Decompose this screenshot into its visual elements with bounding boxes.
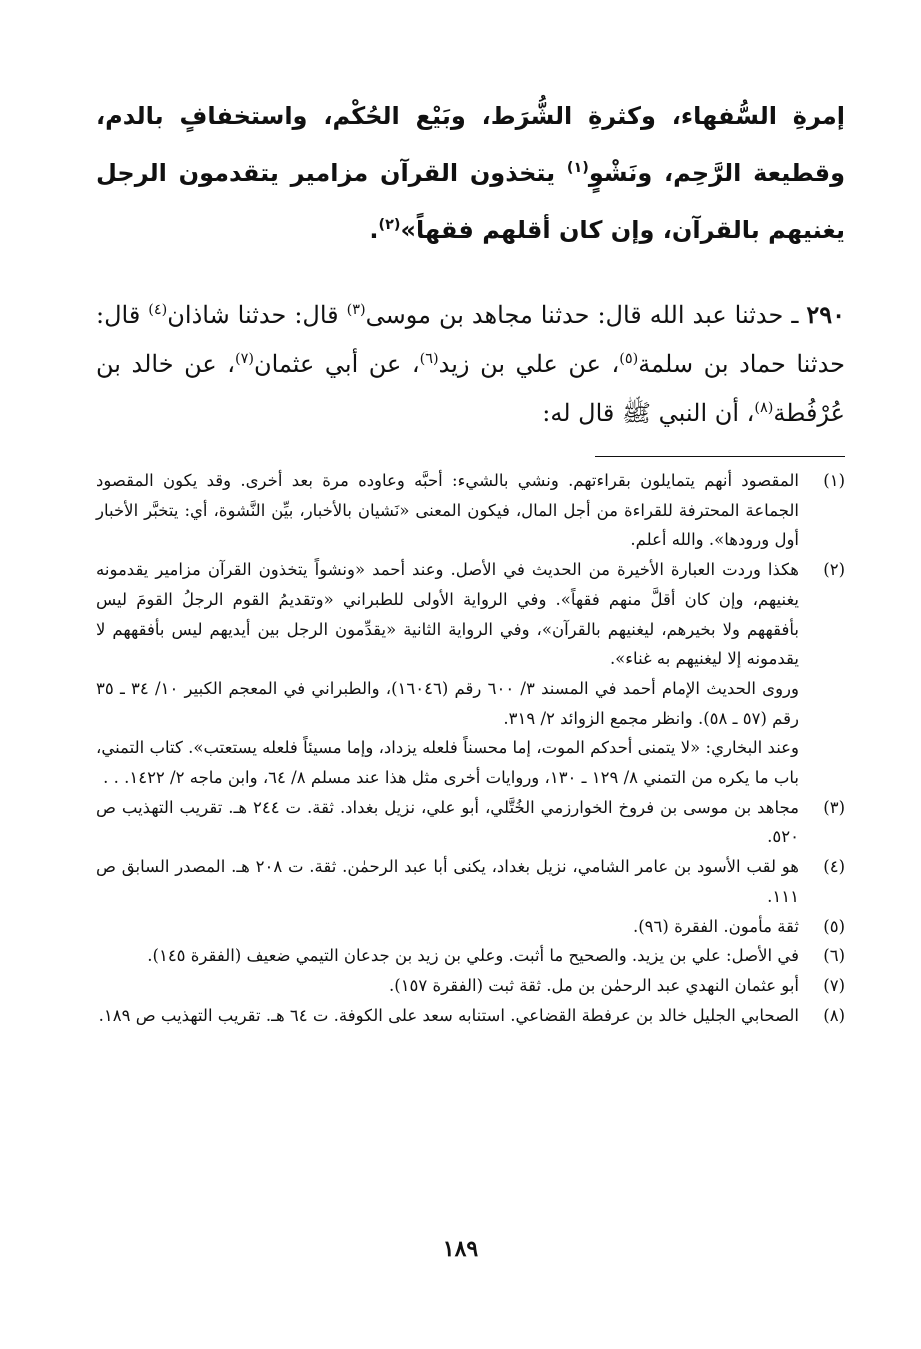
footnote-mark: (٣): [823, 797, 845, 817]
footnote-ref[interactable]: (٦): [419, 351, 439, 367]
footnote-mark: (٨): [823, 1005, 845, 1025]
isnad-text: ، أن النبي ﷺ قال له:: [542, 399, 755, 427]
hadith-line: كان أقلهم فقهاً»: [400, 216, 603, 244]
hadith-line: يتخذون القرآن مزامير يتقدمون الرجل يغنيهم بالقرآن، وإن: [96, 159, 845, 244]
footnote: [96, 1001, 845, 1031]
footnote-text: مجاهد بن موسى بن فروخ الخوارزمي الخُتَّلي، أبو علي، نزيل بغداد. ثقة. ت ٢٤٤ هـ. تقريب التهذيب ص ٥٢٠.: [96, 797, 799, 847]
page-number: ١٨٩: [442, 1236, 479, 1262]
footnote-text: هو لقب الأسود بن عامر الشامي، نزيل بغداد، يكنى أبا عبد الرحمٰن. ثقة. ت ٢٠٨ هـ. المصدر السابق ص ١١١.: [96, 857, 799, 906]
footnote-text: ثقة مأمون. الفقرة (٩٦).: [632, 916, 799, 936]
isnad-text: ، عن أبي عثمان: [253, 350, 420, 378]
footnote: [96, 555, 845, 674]
hadith-line: الرَّحِم، ونَشْوٍ: [588, 159, 742, 187]
footnote-continuation: وروى الحديث الإمام أحمد في المسند ٣/ ٦٠٠ رقم (١٦٠٤٦)، والطبراني في المعجم الكبير ١٠/ ٣٤ ـ ٣٥ رقم (٥٧ ـ ٥٨). وانظر مجمع الزوائد ٢/ ٣١٩.: [96, 678, 799, 728]
hadith-line: إمرةِ السُّفهاء، وكثرةِ الشُّرَط، وبَيْع الحُكْم، واستخفافٍ بالدم، وقطيعة: [96, 102, 846, 187]
isnad-text: قال: حدثنا شاذان: [167, 301, 347, 329]
footnote-mark: (٦): [823, 946, 845, 966]
isnad-text: قال: حدثنا حماد بن سلمة: [96, 301, 846, 378]
footnote-divider: [595, 456, 845, 457]
footnote-mark: (٤): [823, 857, 845, 877]
hadith-number: ٢٩٠: [806, 300, 846, 329]
footnote-mark: (٧): [823, 975, 845, 995]
footnotes-section: [96, 466, 845, 1030]
footnote-ref[interactable]: (٢): [378, 217, 401, 233]
footnote-mark: (٥): [823, 916, 845, 936]
footnote-text: أبو عثمان النهدي عبد الرحمٰن بن مل. ثقة ثبت (الفقرة ١٥٧).: [389, 975, 799, 995]
footnote: [96, 466, 845, 555]
footnote-text: في الأصل: علي بن يزيد. والصحيح ما أثبت. وعلي بن زيد بن جدعان التيمي ضعيف (الفقرة ١٤٥).: [147, 946, 799, 966]
hadith-line: .: [369, 216, 379, 244]
footnote: [96, 941, 845, 971]
footnote-ref[interactable]: (١): [566, 160, 589, 176]
footnote-ref[interactable]: (٣): [346, 302, 366, 318]
footnote: [96, 852, 845, 911]
footnote-text: المقصود أنهم يتمايلون بقراءتهم. ونشي بالشيء: أحبَّه وعاوده مرة بعد أخرى. وقد يكون المقصود الجماعة المحترفة للقراءة من أجل المال، فيكون المعنى «نَشيان بالأخبار، بيِّن النَّشوة، أي: يتخبَّر الأخبار أول ورودها». والله أعلم.: [96, 471, 799, 550]
hadith-text-ending: [96, 88, 845, 259]
footnote-text: الصحابي الجليل خالد بن عرفطة القضاعي. استنابه سعد على الكوفة. ت ٦٤ هـ. تقريب التهذيب ص ١٨٩.: [98, 1005, 799, 1025]
isnad-text: ، عن علي بن زيد: [438, 350, 620, 378]
footnote-ref[interactable]: (٨): [754, 400, 774, 416]
footnote-ref[interactable]: (٧): [234, 351, 254, 367]
isnad-paragraph: [96, 290, 845, 438]
footnote: [96, 912, 845, 942]
footnote-mark: (١): [823, 471, 845, 490]
footnote-ref[interactable]: (٤): [148, 302, 168, 318]
isnad-text: ـ حدثنا عبد الله قال: حدثنا مجاهد بن موسى: [365, 301, 807, 329]
footnote-ref[interactable]: (٥): [619, 351, 639, 367]
footnote: [96, 971, 845, 1001]
footnote-text: هكذا وردت العبارة الأخيرة من الحديث في الأصل. وعند أحمد «ونشواً يتخذون القرآن مزامير يقدمونه يغنيهم، وإن كان أقلَّ منهم فقهاً». وفي الرواية الأولى للطبراني «وتقديمُ القوم الرجلُ القومَ ليس بأفقههم ولا بخيرهم، ليغنيهم بالقرآن»، وفي الرواية الثانية «يقدِّمون الرجل بين أيديهم ليس بأفقههم لا يقدمونه إلا ليغنيهم به غناء».: [96, 560, 799, 669]
isnad-text: ، عن خالد بن عُرْفُطة: [96, 350, 845, 427]
footnote-continuation: وعند البخاري: «لا يتمنى أحدكم الموت، إما محسناً فلعله يزداد، وإما مسيئاً فلعله يستعتب». كتاب التمني، باب ما يكره من التمني ٨/ ١٢٩ ـ ١٣٠، وروايات أخرى مثل هذا عند مسلم ٨/ ٦٤، وابن ماجه ٢/ ١٤٢٢. . .: [96, 738, 799, 788]
footnote-mark: (٢): [823, 560, 845, 580]
footnote: [96, 793, 845, 852]
